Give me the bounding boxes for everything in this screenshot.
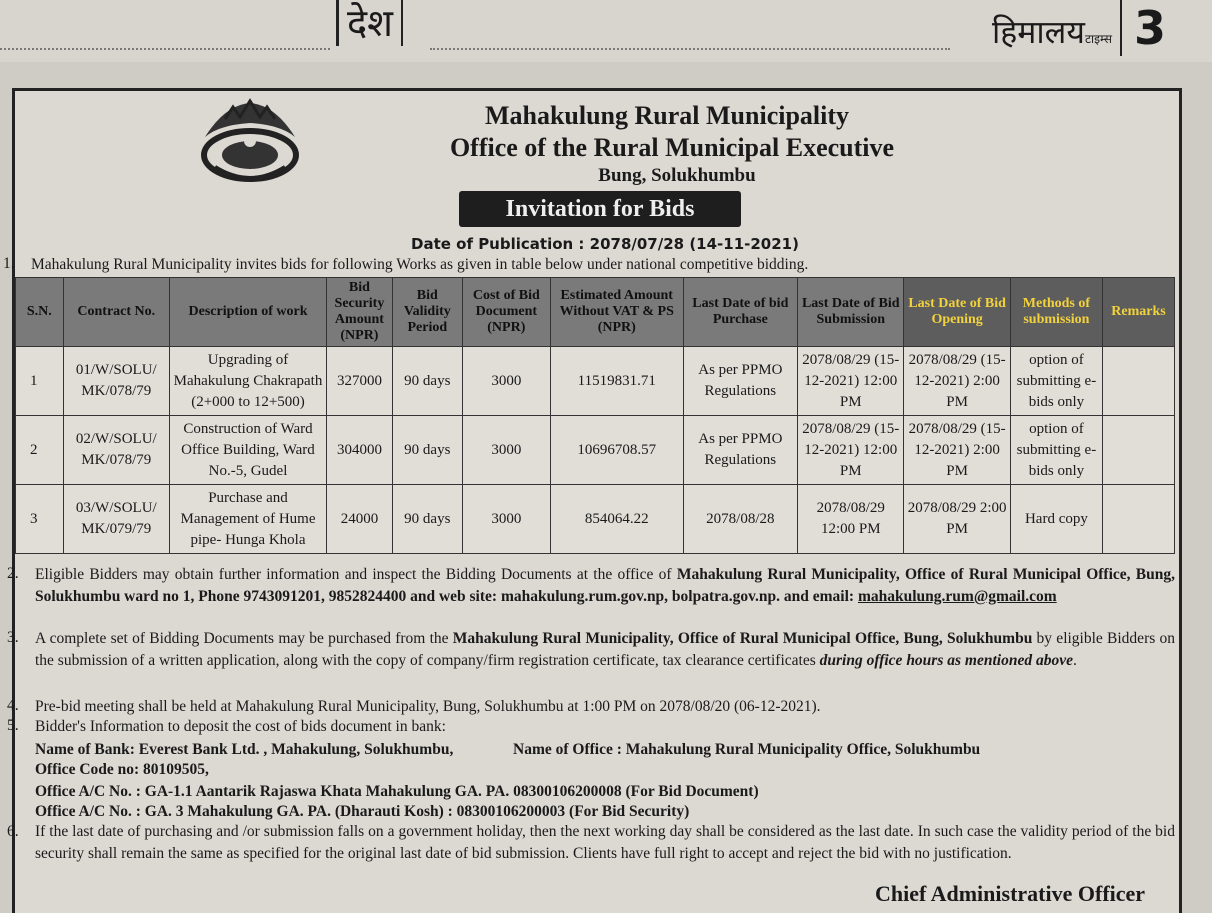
table-cell: [1103, 347, 1175, 416]
table-cell: 3000: [462, 485, 550, 554]
table-header: Remarks: [1103, 278, 1175, 347]
notice-title: Invitation for Bids: [459, 191, 741, 227]
table-header: Bid Validity Period: [392, 278, 462, 347]
newspaper-masthead: [0, 0, 1212, 62]
table-cell: Construction of Ward Office Building, Ward No.-5, Gudel: [169, 416, 326, 485]
table-cell: 11519831.71: [550, 347, 683, 416]
table-row: [16, 347, 1175, 416]
office-name: Office of the Rural Municipal Executive: [449, 133, 895, 162]
table-cell: [1103, 485, 1175, 554]
emphasis: during office hours as mentioned above: [819, 652, 1073, 669]
text: Eligible Bidders may obtain further information and inspect the Bidding Documents at the office of: [35, 566, 677, 583]
table-cell: 10696708.57: [550, 416, 683, 485]
table-cell: Purchase and Management of Hume pipe- Hunga Khola: [169, 485, 326, 554]
item-number: 3.: [7, 629, 19, 646]
item-number: 2.: [7, 565, 19, 582]
table-cell: 1: [16, 347, 64, 416]
contact-details: Mahakulung Rural Municipality, Office of Rural Municipal Office, Bung, Solukhumbu ward no 1, Phone 9743091201, 9852824400 and web site: mahakulung.rum.gov.np, bolpatra.gov.np. and email:: [35, 566, 1175, 605]
table-cell: option of submitting e-bids only: [1010, 347, 1102, 416]
table-header: Last Date of Bid Submission: [798, 278, 904, 347]
paper-subtitle: टाइम्स: [1084, 32, 1112, 46]
table-cell: Upgrading of Mahakulung Chakrapath (2+000 to 12+500): [169, 347, 326, 416]
table-header: Description of work: [169, 278, 326, 347]
paper-title: हिमालय: [991, 13, 1085, 51]
table-header: Cost of Bid Document (NPR): [462, 278, 550, 347]
account-2: Office A/C No. : GA. 3 Mahakulung GA. PA. (Dharauti Kosh) : 08300106200003 (For Bid Security): [35, 803, 690, 820]
table-header: Estimated Amount Without VAT & PS (NPR): [550, 278, 683, 347]
divider: [430, 48, 950, 50]
table-cell: option of submitting e-bids only: [1010, 416, 1102, 485]
table-cell: 2078/08/29 12:00 PM: [798, 485, 904, 554]
table-cell: [1103, 416, 1175, 485]
table-cell: Hard copy: [1010, 485, 1102, 554]
account-1: Office A/C No. : GA-1.1 Aantarik Rajaswa Khata Mahakulung GA. PA. 08300106200008 (For Bid Document): [35, 783, 759, 800]
item-number: 5.: [7, 717, 19, 734]
text: A complete set of Bidding Documents may be purchased from the: [35, 630, 453, 647]
table-row: [16, 416, 1175, 485]
item-number: 1.: [3, 255, 15, 272]
table-header: Bid Security Amount (NPR): [327, 278, 393, 347]
location: Bung, Solukhumbu: [598, 165, 756, 186]
table-cell: 2078/08/29 (15-12-2021) 12:00 PM: [798, 347, 904, 416]
table-cell: 2078/08/29 (15-12-2021) 2:00 PM: [904, 416, 1010, 485]
table-header: Last Date of Bid Opening: [904, 278, 1010, 347]
bid-notice: [3, 88, 1182, 913]
table-cell: 2078/08/29 (15-12-2021) 2:00 PM: [904, 347, 1010, 416]
text: .: [1072, 652, 1077, 669]
table-cell: 2: [16, 416, 64, 485]
table-cell: 2078/08/28: [683, 485, 797, 554]
section-name: देश: [336, 0, 403, 46]
paragraph-1: Mahakulung Rural Municipality invites bids for following Works as given in table below under national competitive bidding.: [31, 256, 809, 273]
paragraph-5: Bidder's Information to deposit the cost of bids document in bank:: [35, 718, 446, 735]
office-address: Mahakulung Rural Municipality, Office of Rural Municipal Office, Bung, Solukhumbu: [452, 630, 1033, 647]
table-cell: As per PPMO Regulations: [683, 347, 797, 416]
table-header: Methods of submission: [1010, 278, 1102, 347]
table-cell: 01/W/SOLU/ MK/078/79: [63, 347, 169, 416]
table-header-row: [16, 278, 1175, 347]
paragraph-2: [35, 564, 1175, 608]
table-cell: 03/W/SOLU/ MK/079/79: [63, 485, 169, 554]
table-cell: 02/W/SOLU/ MK/078/79: [63, 416, 169, 485]
table-row: [16, 485, 1175, 554]
paragraph-6: If the last date of purchasing and /or submission falls on a government holiday, then the next working day shall be considered as the last date. In such case the validity period of the bid security shall remain the same as specified for the original last date of bid submission. Clients have full right to accept and reject the bid with no justification.: [35, 823, 1175, 862]
table-header: Contract No.: [63, 278, 169, 347]
paragraph-4: Pre-bid meeting shall be held at Mahakulung Rural Municipality, Bung, Solukhumbu at 1:00 PM on 2078/08/20 (06-12-2021).: [35, 698, 821, 715]
table-cell: 90 days: [392, 416, 462, 485]
table-cell: 327000: [327, 347, 393, 416]
table-cell: 3000: [462, 416, 550, 485]
bids-table: [15, 277, 1175, 554]
table-cell: 24000: [327, 485, 393, 554]
newspaper-name: [992, 10, 1112, 53]
table-cell: As per PPMO Regulations: [683, 416, 797, 485]
office-code: Office Code no: 80109505,: [35, 761, 209, 778]
page-number: 3: [1120, 0, 1166, 56]
table-cell: 304000: [327, 416, 393, 485]
divider: [0, 48, 330, 50]
table-cell: 854064.22: [550, 485, 683, 554]
table-cell: 3000: [462, 347, 550, 416]
paragraph-3: [35, 628, 1175, 672]
office-name-bank: Name of Office : Mahakulung Rural Municipality Office, Solukhumbu: [513, 741, 981, 758]
table-cell: 90 days: [392, 347, 462, 416]
table-header: Last Date of bid Purchase: [683, 278, 797, 347]
bank-name: Name of Bank: Everest Bank Ltd. , Mahakulung, Solukhumbu,: [35, 741, 454, 758]
text: by eligible Bidders on the submission of a written application, along with the copy of company/firm registration certificate, tax clearance certificates: [35, 630, 1176, 669]
email-link[interactable]: mahakulung.rum@gmail.com: [857, 588, 1057, 605]
table-header: S.N.: [16, 278, 64, 347]
table-cell: 90 days: [392, 485, 462, 554]
table-cell: 2078/08/29 2:00 PM: [904, 485, 1010, 554]
table-cell: 3: [16, 485, 64, 554]
publication-date: Date of Publication : 2078/07/28 (14-11-2021): [411, 235, 799, 253]
signatory: Chief Administrative Officer: [875, 881, 1146, 906]
item-number: 6.: [7, 823, 19, 840]
item-number: 4.: [7, 697, 19, 714]
table-cell: 2078/08/29 (15-12-2021) 12:00 PM: [798, 416, 904, 485]
municipality-name: Mahakulung Rural Municipality: [484, 101, 850, 130]
